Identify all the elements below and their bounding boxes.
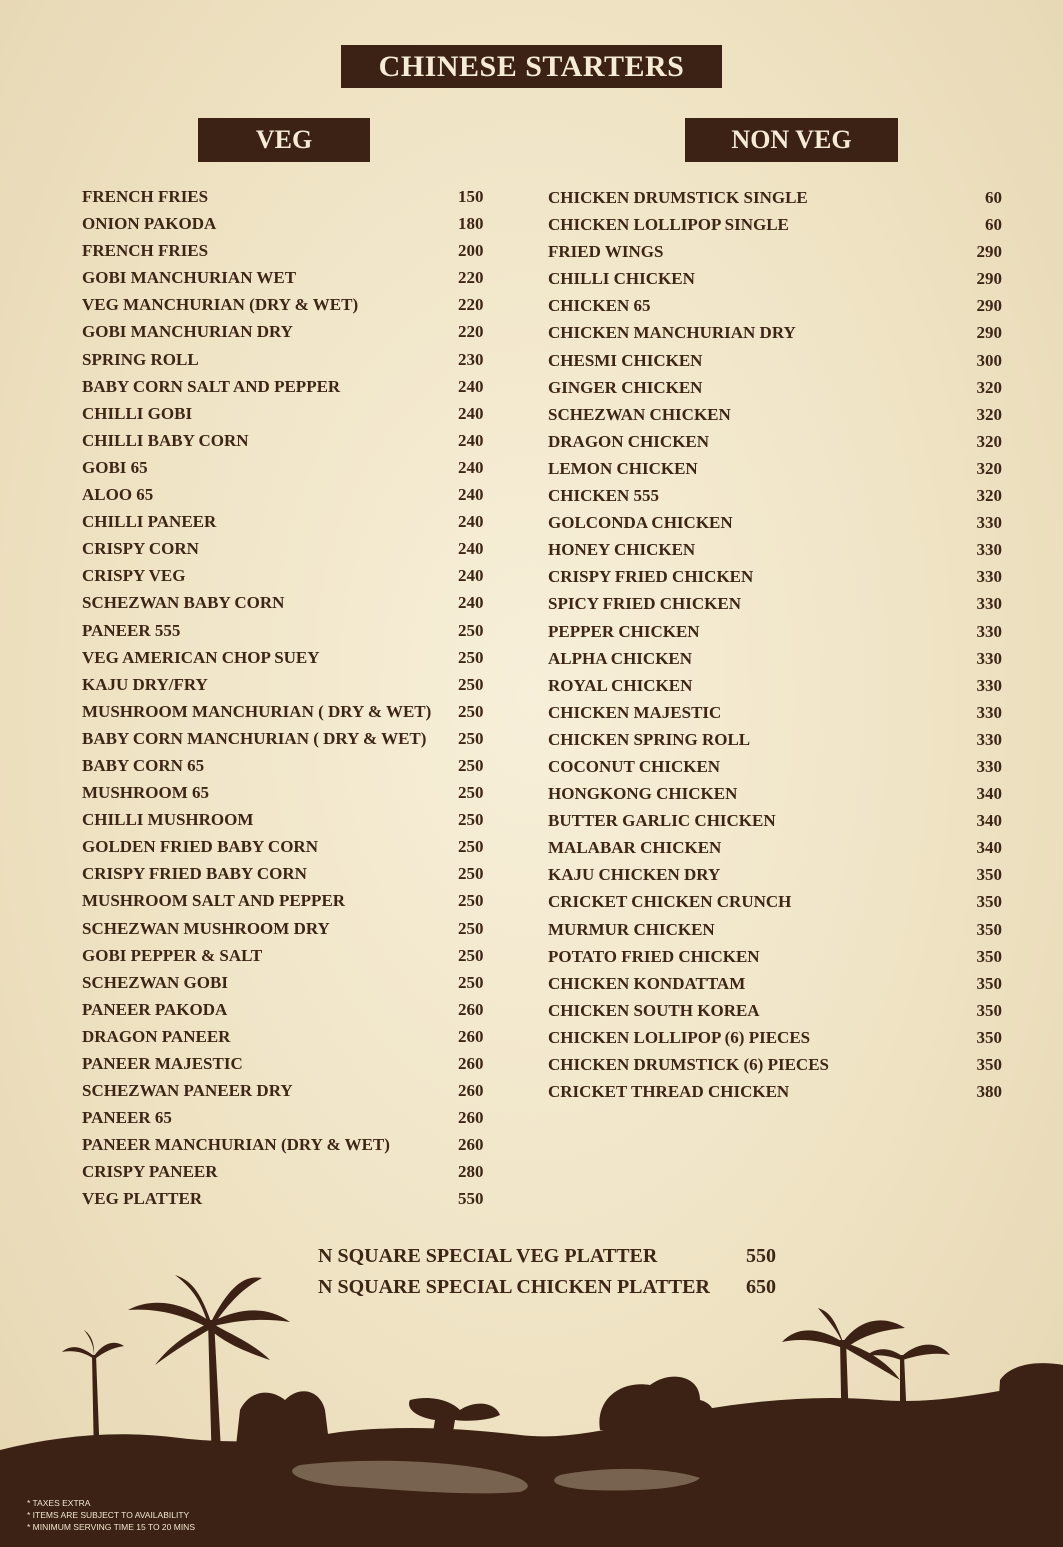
menu-item-name: PEPPER CHICKEN bbox=[548, 621, 700, 641]
menu-item bbox=[82, 264, 492, 291]
menu-item-price: 260 bbox=[458, 1108, 484, 1128]
menu-item bbox=[548, 1024, 1002, 1051]
menu-item-name: CRISPY FRIED CHICKEN bbox=[548, 567, 754, 587]
menu-item-price: 330 bbox=[976, 729, 1002, 749]
menu-item-name: CHICKEN SOUTH KOREA bbox=[548, 1000, 760, 1020]
menu-item-price: 350 bbox=[976, 1000, 1002, 1020]
menu-item-price: 330 bbox=[976, 648, 1002, 668]
menu-item-name: CRISPY PANEER bbox=[82, 1162, 218, 1182]
menu-item bbox=[548, 888, 1002, 915]
menu-item-price: 350 bbox=[976, 892, 1002, 912]
menu-item bbox=[82, 969, 492, 996]
menu-item-price: 320 bbox=[976, 377, 1002, 397]
menu-item-name: CHILLI BABY CORN bbox=[82, 430, 249, 450]
menu-item bbox=[548, 916, 1002, 943]
menu-item bbox=[82, 400, 492, 427]
menu-item-price: 240 bbox=[458, 566, 484, 586]
menu-item-price: 240 bbox=[458, 457, 484, 477]
menu-item bbox=[548, 292, 1002, 319]
menu-item bbox=[548, 347, 1002, 374]
menu-item bbox=[548, 319, 1002, 346]
menu-item-price: 330 bbox=[976, 513, 1002, 533]
menu-item-name: CHICKEN LOLLIPOP SINGLE bbox=[548, 215, 789, 235]
menu-item-price: 380 bbox=[976, 1082, 1002, 1102]
menu-item-name: BABY CORN 65 bbox=[82, 755, 205, 775]
menu-item bbox=[548, 699, 1002, 726]
menu-item-name: POTATO FRIED CHICKEN bbox=[548, 946, 760, 966]
menu-item-name: GINGER CHICKEN bbox=[548, 377, 703, 397]
menu-item-price: 290 bbox=[976, 323, 1002, 343]
menu-item-name: ALPHA CHICKEN bbox=[548, 648, 693, 668]
menu-item-name: CHICKEN MAJESTIC bbox=[548, 702, 722, 722]
menu-item-price: 330 bbox=[976, 702, 1002, 722]
menu-item bbox=[548, 645, 1002, 672]
menu-item bbox=[82, 535, 492, 562]
menu-item-name: FRENCH FRIES bbox=[82, 187, 209, 206]
menu-item-name: PANEER PAKODA bbox=[82, 999, 228, 1019]
menu-item-name: SPICY FRIED CHICKEN bbox=[548, 594, 742, 614]
menu-item bbox=[82, 291, 492, 318]
menu-item bbox=[548, 861, 1002, 888]
menu-item bbox=[548, 184, 1002, 211]
menu-item-price: 260 bbox=[458, 999, 484, 1019]
menu-item-name: GOBI MANCHURIAN DRY bbox=[82, 322, 293, 342]
menu-item bbox=[548, 238, 1002, 265]
menu-item bbox=[82, 373, 492, 400]
footer-note: * ITEMS ARE SUBJECT TO AVAILABILITY bbox=[27, 1510, 190, 1520]
menu-item-price: 250 bbox=[458, 891, 484, 911]
menu-item-name: VEG AMERICAN CHOP SUEY bbox=[82, 647, 320, 667]
menu-item bbox=[82, 210, 492, 237]
menu-item-price: 240 bbox=[458, 539, 484, 559]
menu-item-name: SCHEZWAN CHICKEN bbox=[548, 404, 731, 424]
menu-item-name: CHILLI PANEER bbox=[82, 512, 217, 532]
menu-item bbox=[82, 346, 492, 373]
page-title: CHINESE STARTERS bbox=[341, 45, 722, 88]
menu-item bbox=[548, 780, 1002, 807]
menu-item-price: 300 bbox=[976, 350, 1002, 370]
menu-item-name: CRICKET THREAD CHICKEN bbox=[548, 1082, 790, 1102]
veg-menu-list bbox=[82, 183, 492, 1213]
nonveg-section-heading: NON VEG bbox=[685, 118, 898, 162]
menu-item bbox=[548, 753, 1002, 780]
menu-item bbox=[548, 401, 1002, 428]
menu-item-price: 350 bbox=[976, 1055, 1002, 1074]
menu-item-price: 250 bbox=[458, 864, 484, 884]
menu-item bbox=[82, 1185, 492, 1212]
menu-item bbox=[82, 589, 492, 616]
menu-item-name: CRISPY VEG bbox=[82, 566, 186, 586]
menu-item bbox=[82, 1050, 492, 1077]
menu-item-name: KAJU DRY/FRY bbox=[82, 674, 208, 694]
menu-item-name: VEG MANCHURIAN (DRY & WET) bbox=[82, 295, 359, 315]
menu-item-price: 250 bbox=[458, 972, 484, 992]
menu-item-price: 240 bbox=[458, 485, 484, 505]
menu-item-price: 240 bbox=[458, 430, 484, 450]
menu-item bbox=[548, 590, 1002, 617]
menu-item-name: COCONUT CHICKEN bbox=[548, 756, 721, 776]
menu-item-price: 320 bbox=[976, 404, 1002, 424]
menu-item bbox=[548, 509, 1002, 536]
menu-item-name: BABY CORN MANCHURIAN ( DRY & WET) bbox=[82, 728, 427, 748]
menu-item-price: 60 bbox=[985, 215, 1002, 235]
menu-item bbox=[82, 752, 492, 779]
menu-item-price: 350 bbox=[976, 973, 1002, 993]
menu-item-name: CRISPY CORN bbox=[82, 539, 199, 559]
menu-item-price: 320 bbox=[976, 486, 1002, 506]
menu-item-price: 330 bbox=[976, 756, 1002, 776]
menu-item-price: 290 bbox=[976, 242, 1002, 262]
menu-item-name: GOBI 65 bbox=[82, 457, 148, 477]
menu-item-price: 260 bbox=[458, 1026, 484, 1046]
menu-item-price: 350 bbox=[976, 865, 1002, 885]
special-item-price: 650 bbox=[746, 1276, 776, 1298]
footer-note: * MINIMUM SERVING TIME 15 TO 20 MINS bbox=[27, 1522, 195, 1532]
menu-item-price: 320 bbox=[976, 458, 1002, 478]
menu-item-name: DRAGON PANEER bbox=[82, 1026, 231, 1046]
menu-item-name: CHICKEN MANCHURIAN DRY bbox=[548, 323, 796, 343]
menu-item-price: 330 bbox=[976, 675, 1002, 695]
menu-item-name: SCHEZWAN PANEER DRY bbox=[82, 1081, 293, 1101]
menu-item bbox=[548, 970, 1002, 997]
footer-notes bbox=[27, 1497, 195, 1533]
menu-item-name: SCHEZWAN BABY CORN bbox=[82, 593, 285, 613]
menu-item-name: CHILLI MUSHROOM bbox=[82, 810, 254, 830]
menu-item-price: 250 bbox=[458, 701, 484, 721]
menu-item bbox=[548, 618, 1002, 645]
menu-item-price: 180 bbox=[458, 214, 484, 234]
menu-item-name: MUSHROOM 65 bbox=[82, 783, 210, 803]
menu-item-price: 60 bbox=[985, 188, 1002, 207]
menu-item bbox=[548, 726, 1002, 753]
menu-item bbox=[82, 481, 492, 508]
menu-item-name: CHICKEN LOLLIPOP (6) PIECES bbox=[548, 1027, 811, 1047]
menu-item-price: 340 bbox=[976, 811, 1002, 831]
menu-item-name: FRIED WINGS bbox=[548, 242, 664, 262]
menu-item bbox=[82, 860, 492, 887]
menu-item-name: LEMON CHICKEN bbox=[548, 458, 698, 478]
menu-item-name: SCHEZWAN GOBI bbox=[82, 972, 228, 992]
menu-item-name: CRISPY FRIED BABY CORN bbox=[82, 864, 307, 884]
menu-item-price: 150 bbox=[458, 187, 484, 206]
menu-item-price: 250 bbox=[458, 728, 484, 748]
menu-item bbox=[548, 374, 1002, 401]
menu-item-price: 260 bbox=[458, 1081, 484, 1101]
menu-item-name: CHICKEN 555 bbox=[548, 486, 659, 506]
menu-item bbox=[82, 1158, 492, 1185]
menu-item bbox=[548, 834, 1002, 861]
menu-item bbox=[82, 1023, 492, 1050]
menu-item-name: MALABAR CHICKEN bbox=[548, 838, 722, 858]
menu-item-name: PANEER MANCHURIAN (DRY & WET) bbox=[82, 1135, 390, 1155]
menu-item-name: SCHEZWAN MUSHROOM DRY bbox=[82, 918, 330, 938]
menu-item-price: 340 bbox=[976, 838, 1002, 858]
menu-item-name: MUSHROOM SALT AND PEPPER bbox=[82, 891, 346, 911]
menu-item bbox=[82, 725, 492, 752]
menu-item-price: 250 bbox=[458, 810, 484, 830]
menu-item-name: GOBI PEPPER & SALT bbox=[82, 945, 263, 965]
menu-item bbox=[82, 671, 492, 698]
special-item-name: N SQUARE SPECIAL VEG PLATTER bbox=[318, 1245, 658, 1267]
menu-item-name: HONEY CHICKEN bbox=[548, 540, 696, 560]
menu-item-name: CHILLI GOBI bbox=[82, 403, 193, 423]
menu-item bbox=[548, 455, 1002, 482]
menu-item bbox=[82, 833, 492, 860]
menu-item bbox=[82, 887, 492, 914]
menu-item-name: BUTTER GARLIC CHICKEN bbox=[548, 811, 776, 831]
menu-item-name: PANEER 555 bbox=[82, 620, 181, 640]
menu-item-price: 250 bbox=[458, 837, 484, 857]
menu-item bbox=[548, 211, 1002, 238]
menu-item-price: 290 bbox=[976, 296, 1002, 316]
special-item-price: 550 bbox=[746, 1245, 776, 1267]
menu-item bbox=[548, 265, 1002, 292]
menu-item-name: MUSHROOM MANCHURIAN ( DRY & WET) bbox=[82, 701, 432, 721]
menu-item-price: 340 bbox=[976, 784, 1002, 804]
menu-item-price: 230 bbox=[458, 349, 484, 369]
menu-item-name: HONGKONG CHICKEN bbox=[548, 784, 738, 804]
menu-item-name: KAJU CHICKEN DRY bbox=[548, 865, 721, 885]
menu-item-name: ONION PAKODA bbox=[82, 214, 217, 234]
footer-note: * TAXES EXTRA bbox=[27, 1498, 91, 1508]
menu-item bbox=[82, 915, 492, 942]
menu-item-name: ROYAL CHICKEN bbox=[548, 675, 693, 695]
menu-item-name: MURMUR CHICKEN bbox=[548, 919, 715, 939]
menu-item-price: 240 bbox=[458, 403, 484, 423]
menu-item bbox=[548, 672, 1002, 699]
menu-item bbox=[82, 454, 492, 481]
menu-item bbox=[548, 943, 1002, 970]
menu-item-name: CHICKEN 65 bbox=[548, 296, 651, 316]
menu-item-name: GOLDEN FRIED BABY CORN bbox=[82, 837, 318, 857]
menu-item-name: CHICKEN SPRING ROLL bbox=[548, 729, 751, 749]
menu-item-price: 350 bbox=[976, 946, 1002, 966]
menu-item-price: 250 bbox=[458, 945, 484, 965]
menu-item bbox=[548, 428, 1002, 455]
menu-item-price: 200 bbox=[458, 241, 484, 261]
menu-item-price: 250 bbox=[458, 647, 484, 667]
menu-item bbox=[82, 996, 492, 1023]
menu-item-name: VEG PLATTER bbox=[82, 1189, 203, 1209]
menu-item-name: GOLCONDA CHICKEN bbox=[548, 513, 733, 533]
menu-item-price: 330 bbox=[976, 567, 1002, 587]
menu-item bbox=[548, 997, 1002, 1024]
menu-item-price: 250 bbox=[458, 918, 484, 938]
menu-item-name: CHILLI CHICKEN bbox=[548, 269, 695, 289]
menu-item bbox=[82, 508, 492, 535]
menu-item bbox=[548, 482, 1002, 509]
menu-item bbox=[82, 562, 492, 589]
veg-section-heading: VEG bbox=[198, 118, 370, 162]
nonveg-menu-list bbox=[548, 184, 1002, 1105]
menu-item bbox=[82, 318, 492, 345]
menu-item bbox=[82, 1131, 492, 1158]
menu-item bbox=[82, 942, 492, 969]
menu-item-price: 220 bbox=[458, 322, 484, 342]
menu-item-name: ALOO 65 bbox=[82, 485, 154, 505]
menu-item-price: 320 bbox=[976, 431, 1002, 451]
menu-item-price: 330 bbox=[976, 540, 1002, 560]
menu-item-price: 250 bbox=[458, 755, 484, 775]
menu-item-price: 240 bbox=[458, 376, 484, 396]
special-item-name: N SQUARE SPECIAL CHICKEN PLATTER bbox=[318, 1276, 710, 1298]
menu-item-name: PANEER 65 bbox=[82, 1108, 172, 1128]
menu-item-price: 250 bbox=[458, 674, 484, 694]
menu-item-name: DRAGON CHICKEN bbox=[548, 431, 710, 451]
menu-item bbox=[82, 644, 492, 671]
menu-item-price: 350 bbox=[976, 919, 1002, 939]
menu-item-name: PANEER MAJESTIC bbox=[82, 1054, 243, 1073]
menu-item-price: 290 bbox=[976, 269, 1002, 289]
menu-item-name: BABY CORN SALT AND PEPPER bbox=[82, 376, 341, 396]
menu-item-price: 330 bbox=[976, 621, 1002, 641]
menu-item bbox=[82, 1077, 492, 1104]
menu-item-name: CHICKEN KONDATTAM bbox=[548, 973, 746, 993]
menu-item-price: 330 bbox=[976, 594, 1002, 614]
menu-item bbox=[82, 698, 492, 725]
menu-item bbox=[82, 427, 492, 454]
menu-item-name: GOBI MANCHURIAN WET bbox=[82, 268, 297, 288]
menu-item-price: 220 bbox=[458, 268, 484, 288]
menu-item-price: 240 bbox=[458, 512, 484, 532]
menu-item bbox=[82, 779, 492, 806]
menu-item bbox=[548, 536, 1002, 563]
menu-item bbox=[82, 617, 492, 644]
menu-item bbox=[82, 806, 492, 833]
menu-item-price: 260 bbox=[458, 1054, 484, 1073]
menu-item-price: 350 bbox=[976, 1027, 1002, 1047]
menu-item bbox=[548, 563, 1002, 590]
menu-item bbox=[548, 807, 1002, 834]
menu-item-price: 260 bbox=[458, 1135, 484, 1155]
menu-item bbox=[548, 1051, 1002, 1078]
menu-item-name: CRICKET CHICKEN CRUNCH bbox=[548, 892, 792, 912]
menu-item bbox=[82, 1104, 492, 1131]
menu-item-price: 550 bbox=[458, 1189, 484, 1209]
menu-item bbox=[82, 183, 492, 210]
menu-item-price: 240 bbox=[458, 593, 484, 613]
menu-item-price: 250 bbox=[458, 620, 484, 640]
menu-item-name: CHICKEN DRUMSTICK (6) PIECES bbox=[548, 1055, 829, 1074]
menu-item-name: FRENCH FRIES bbox=[82, 241, 209, 261]
menu-item bbox=[548, 1078, 1002, 1105]
menu-item-name: CHESMI CHICKEN bbox=[548, 350, 703, 370]
menu-item-price: 280 bbox=[458, 1162, 484, 1182]
menu-item-name: CHICKEN DRUMSTICK SINGLE bbox=[548, 188, 808, 207]
menu-item-price: 220 bbox=[458, 295, 484, 315]
menu-item-name: SPRING ROLL bbox=[82, 349, 199, 369]
menu-item bbox=[82, 237, 492, 264]
menu-item-price: 250 bbox=[458, 783, 484, 803]
